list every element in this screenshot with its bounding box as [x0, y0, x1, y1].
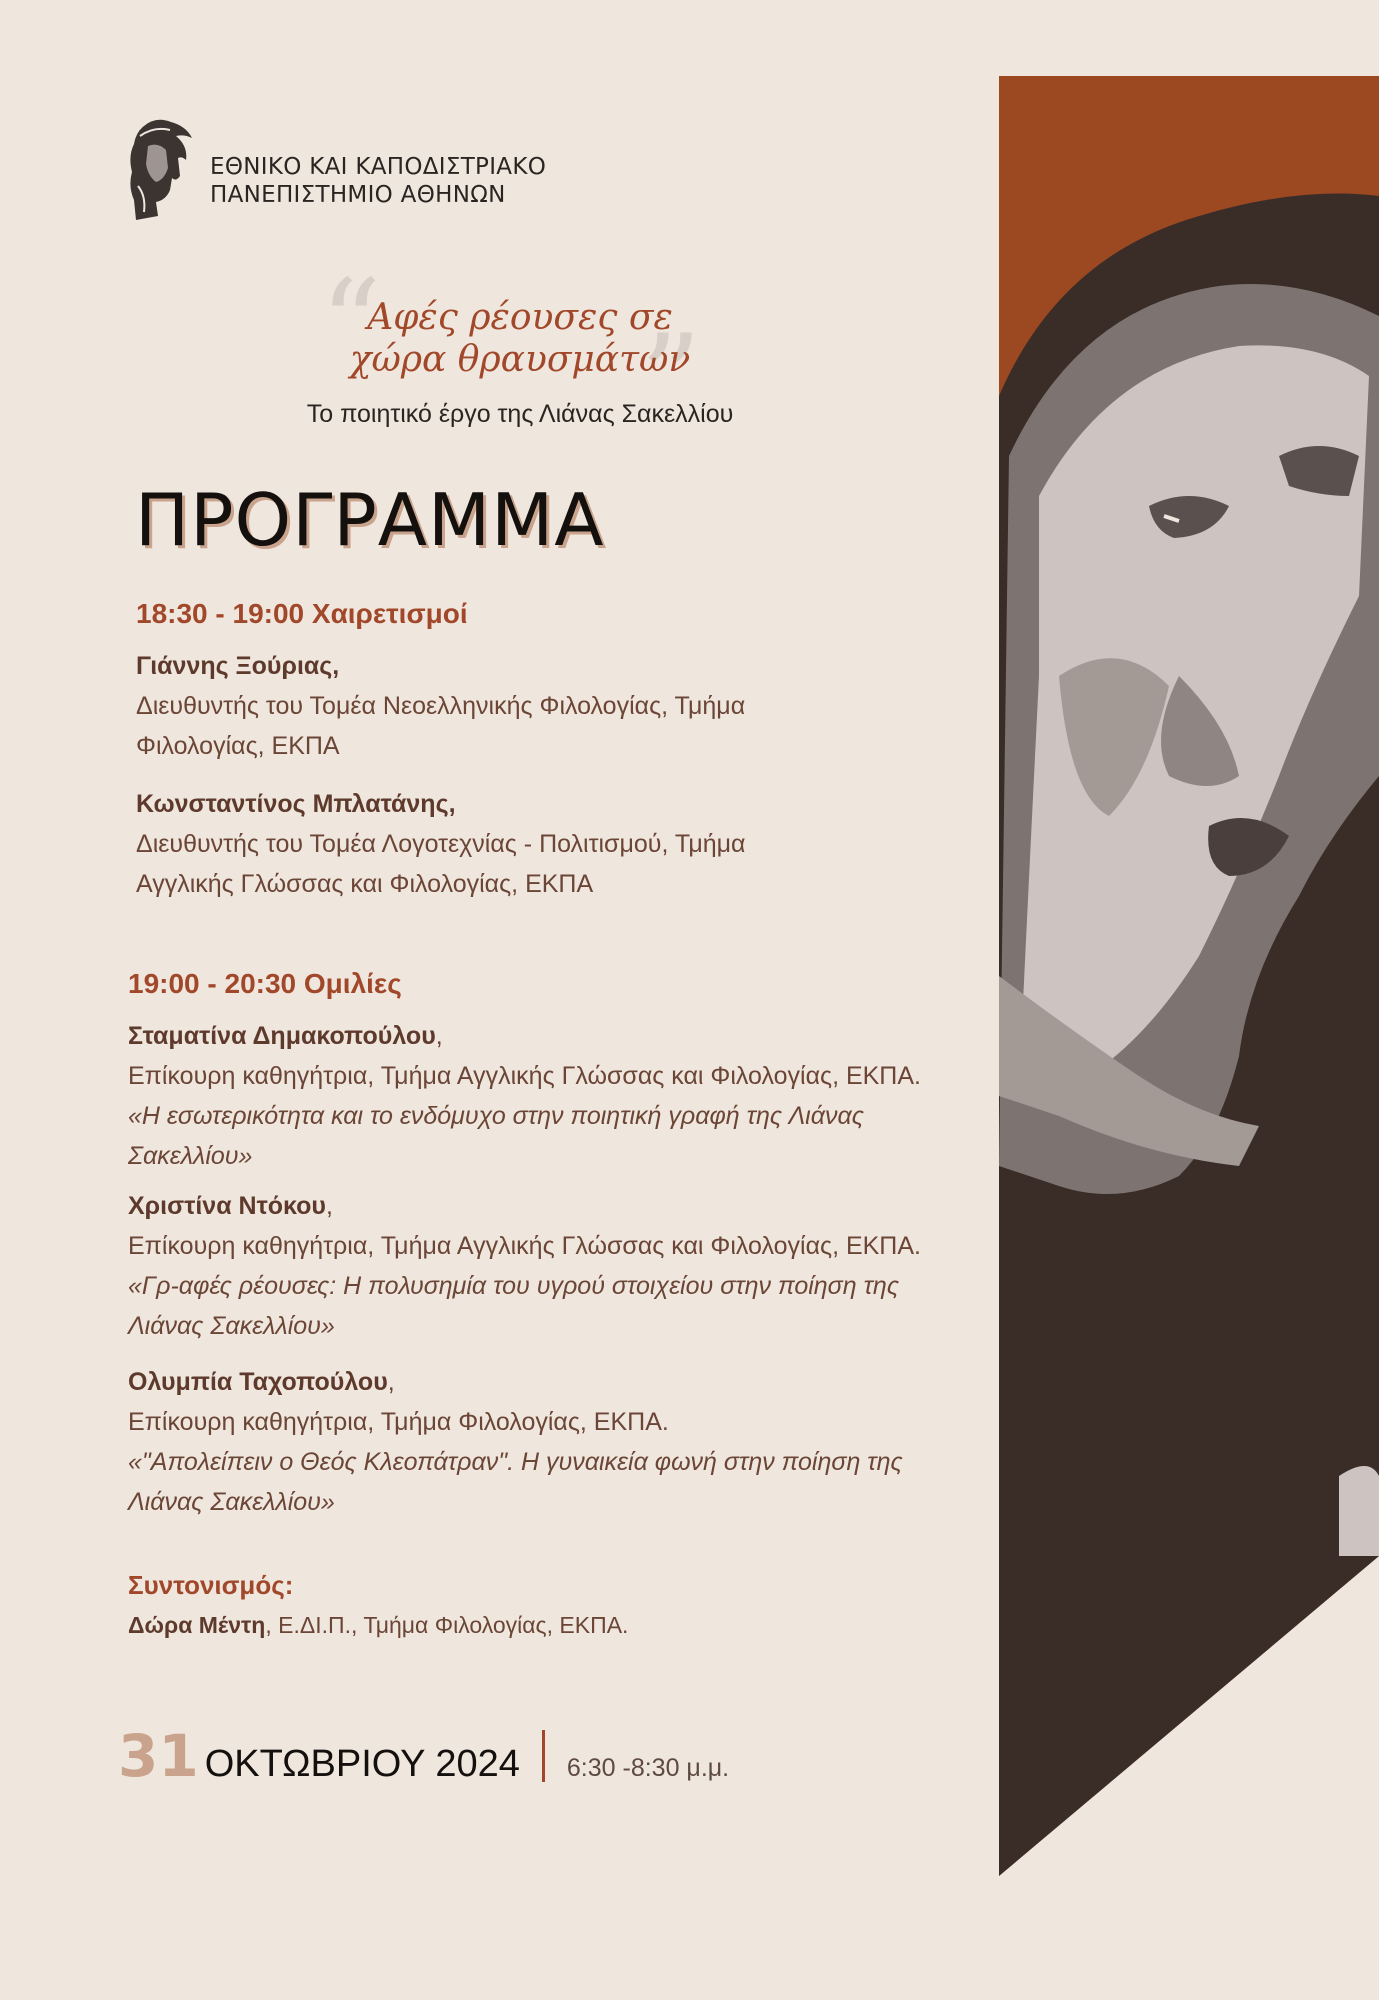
speaker-name: Κωνσταντίνος Μπλατάνης, [136, 790, 456, 818]
session-time-greetings: 18:30 - 19:00 Χαιρετισμοί [136, 598, 468, 629]
talk-title-line1: «Γρ-αφές ρέουσες: Η πολυσημία του υγρού στοιχείου στην ποίηση της [128, 1272, 899, 1300]
coordinator-details: , Ε.ΔΙ.Π., Τμήμα Φιλολογίας, ΕΚΠΑ. [265, 1612, 629, 1638]
event-title [270, 297, 770, 381]
university-name-line1: ΕΘΝΙΚΟ ΚΑΙ ΚΑΠΟΔΙΣΤΡΙΑΚΟ [210, 154, 547, 180]
coordination-text [128, 1612, 628, 1639]
speaker-role: Επίκουρη καθηγήτρια, Τμήμα Αγγλικής Γλώσσας και Φιλολογίας, ΕΚΠΑ. [128, 1232, 921, 1260]
speaker-name: Σταματίνα Δημακοπούλου [128, 1022, 436, 1050]
event-title-line1: Αφές ρέουσες σε [367, 297, 673, 338]
close-quote-icon: ” [640, 310, 702, 449]
speaker-name-suffix: , [325, 1192, 333, 1220]
speaker-greeting-1 [136, 646, 745, 766]
speaker-talk-3 [128, 1362, 903, 1522]
program-heading: ΠΡΟΓΡΑΜΜΑ [135, 478, 605, 562]
event-title-block [270, 255, 770, 449]
speaker-name-suffix: , [435, 1022, 443, 1050]
talk-title-line1: «Η εσωτερικότητα και το ενδόμυχο στην ποιητική γραφή της Λιάνας [128, 1102, 864, 1130]
speaker-name: Γιάννης Ξούριας, [136, 652, 340, 680]
date-day: 31 [118, 1722, 199, 1790]
open-quote-icon: “ [320, 255, 382, 394]
event-date [118, 1722, 729, 1790]
coordinator-name: Δώρα Μέντη [128, 1612, 266, 1638]
athena-emblem-icon [126, 116, 196, 224]
speaker-role-line2: Φιλολογίας, ΕΚΠΑ [136, 732, 340, 760]
speaker-name: Χριστίνα Ντόκου [128, 1192, 326, 1220]
talk-title-line2: Σακελλίου» [128, 1142, 253, 1170]
university-logo [126, 116, 546, 224]
speaker-name: Ολυμπία Ταχοπούλου [128, 1368, 388, 1396]
date-month-year: ΟΚΤΩΒΡΙΟΥ 2024 [204, 1743, 520, 1785]
coordination-label: Συντονισμός: [128, 1570, 294, 1600]
speaker-role: Επίκουρη καθηγήτρια, Τμήμα Αγγλικής Γλώσσας και Φιλολογίας, ΕΚΠΑ. [128, 1062, 921, 1090]
speaker-role-line1: Διευθυντής του Τομέα Λογοτεχνίας - Πολιτισμού, Τμήμα [136, 830, 746, 858]
talk-title-line2: Λιάνας Σακελλίου» [128, 1488, 335, 1516]
event-time: 6:30 -8:30 μ.μ. [566, 1754, 730, 1782]
talk-title-line2: Λιάνας Σακελλίου» [128, 1312, 335, 1340]
speaker-talk-2 [128, 1186, 921, 1346]
speaker-role: Επίκουρη καθηγήτρια, Τμήμα Φιλολογίας, ΕΚΠΑ. [128, 1408, 669, 1436]
date-divider [542, 1730, 545, 1782]
speaker-role-line1: Διευθυντής του Τομέα Νεοελληνικής Φιλολογίας, Τμήμα [136, 692, 746, 720]
university-name [210, 131, 546, 209]
event-subtitle: Το ποιητικό έργο της Λιάνας Σακελλίου [306, 400, 734, 428]
speaker-role-line2: Αγγλικής Γλώσσας και Φιλολογίας, ΕΚΠΑ [136, 870, 594, 898]
session-time-talks: 19:00 - 20:30 Ομιλίες [128, 968, 402, 999]
event-title-line2: χώρα θραυσμάτων [349, 339, 691, 380]
speaker-greeting-2 [136, 784, 746, 904]
university-name-line2: ΠΑΝΕΠΙΣΤΗΜΙΟ ΑΘΗΝΩΝ [210, 182, 506, 208]
talk-title-line1: «"Απολείπειν ο Θεός Κλεοπάτραν". Η γυναικεία φωνή στην ποίηση της [128, 1448, 903, 1476]
speaker-name-suffix: , [387, 1368, 395, 1396]
poet-portrait [999, 76, 1379, 1876]
speaker-talk-1 [128, 1016, 921, 1176]
